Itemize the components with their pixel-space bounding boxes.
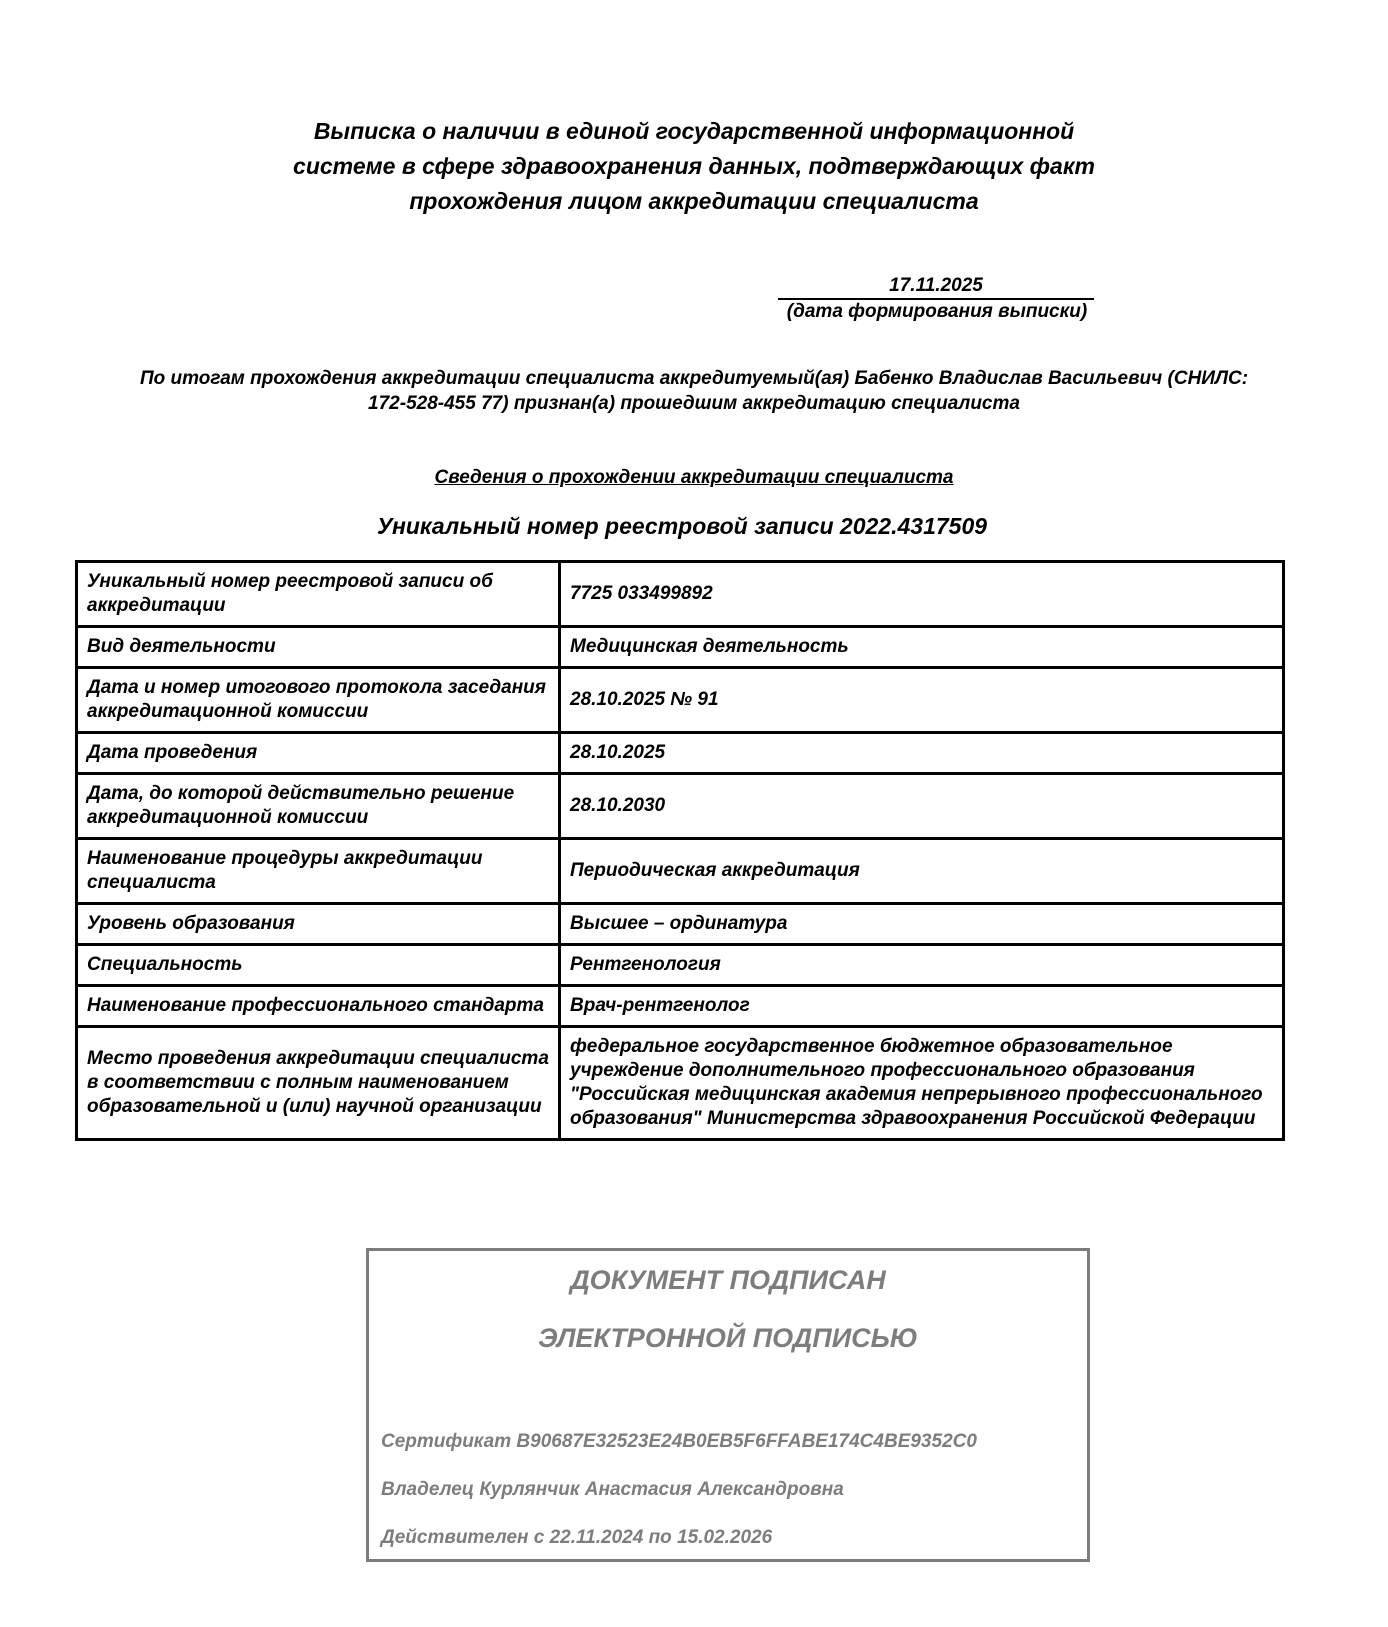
row-value: федеральное государственное бюджетное образовательное учреждение дополнительного профессионального образования "Российская медицинская академия непрерывного профессионального образования" Министерства здравоохранения Российской Федерации: [560, 1027, 1284, 1140]
row-label: Дата проведения: [77, 733, 560, 774]
intro-paragraph: [60, 366, 1328, 416]
accreditation-table: [75, 560, 1285, 1141]
table-row: [77, 733, 1284, 774]
intro-line-2: 172-528-455 77) признан(а) прошедшим аккредитацию специалиста: [368, 393, 1020, 414]
row-value: Высшее – ординатура: [560, 904, 1284, 945]
row-label: Специальность: [77, 945, 560, 986]
row-value: Рентгенология: [560, 945, 1284, 986]
row-label: Наименование профессионального стандарта: [77, 986, 560, 1027]
row-value: Врач-рентгенолог: [560, 986, 1284, 1027]
table-row: [77, 986, 1284, 1027]
formation-date: 17.11.2025: [778, 274, 1094, 300]
row-label: Дата, до которой действительно решение аккредитационной комиссии: [77, 774, 560, 839]
stamp-heading-signed: ДОКУМЕНТ ПОДПИСАН: [570, 1265, 886, 1295]
electronic-signature-stamp: [366, 1248, 1090, 1562]
table-row: [77, 945, 1284, 986]
table-row: [77, 774, 1284, 839]
table-row: [77, 562, 1284, 627]
table-row: [77, 1027, 1284, 1140]
title-line-3: прохождения лицом аккредитации специалиста: [409, 188, 979, 214]
row-label: Дата и номер итогового протокола заседания аккредитационной комиссии: [77, 668, 560, 733]
row-label: Уникальный номер реестровой записи об аккредитации: [77, 562, 560, 627]
row-value: 28.10.2025 № 91: [560, 668, 1284, 733]
stamp-validity: Действителен с 22.11.2024 по 15.02.2026: [381, 1527, 773, 1548]
table-row: [77, 627, 1284, 668]
stamp-certificate: Сертификат B90687E32523E24B0EB5F6FFABE174C4BE9352C0: [381, 1431, 977, 1452]
section-heading: Сведения о прохождении аккредитации специалиста: [434, 467, 954, 488]
row-value: Медицинская деятельность: [560, 627, 1284, 668]
row-label: Вид деятельности: [77, 627, 560, 668]
row-label: Наименование процедуры аккредитации специалиста: [77, 839, 560, 904]
title-line-2: системе в сфере здравоохранения данных, подтверждающих факт: [293, 153, 1095, 179]
row-label: Уровень образования: [77, 904, 560, 945]
date-block: [778, 274, 1096, 324]
title-line-1: Выписка о наличии в единой государственной информационной: [313, 118, 1075, 144]
formation-date-caption: (дата формирования выписки): [786, 301, 1088, 322]
intro-line-1: По итогам прохождения аккредитации специалиста аккредитуемый(ая) Бабенко Владислав Васильевич (СНИЛС:: [139, 368, 1249, 389]
stamp-owner: Владелец Курлянчик Анастасия Александровна: [381, 1479, 844, 1500]
registry-number-heading: Уникальный номер реестровой записи 2022.4317509: [376, 513, 988, 539]
table-row: [77, 839, 1284, 904]
row-value: 7725 033499892: [560, 562, 1284, 627]
stamp-heading-electronic: ЭЛЕКТРОННОЙ ПОДПИСЬЮ: [538, 1323, 918, 1353]
row-value: 28.10.2025: [560, 733, 1284, 774]
document-title: [0, 114, 1388, 219]
row-value: Периодическая аккредитация: [560, 839, 1284, 904]
row-value: 28.10.2030: [560, 774, 1284, 839]
table-row: [77, 668, 1284, 733]
row-label: Место проведения аккредитации специалиста в соответствии с полным наименованием образовательной и (или) научной организации: [77, 1027, 560, 1140]
table-row: [77, 904, 1284, 945]
